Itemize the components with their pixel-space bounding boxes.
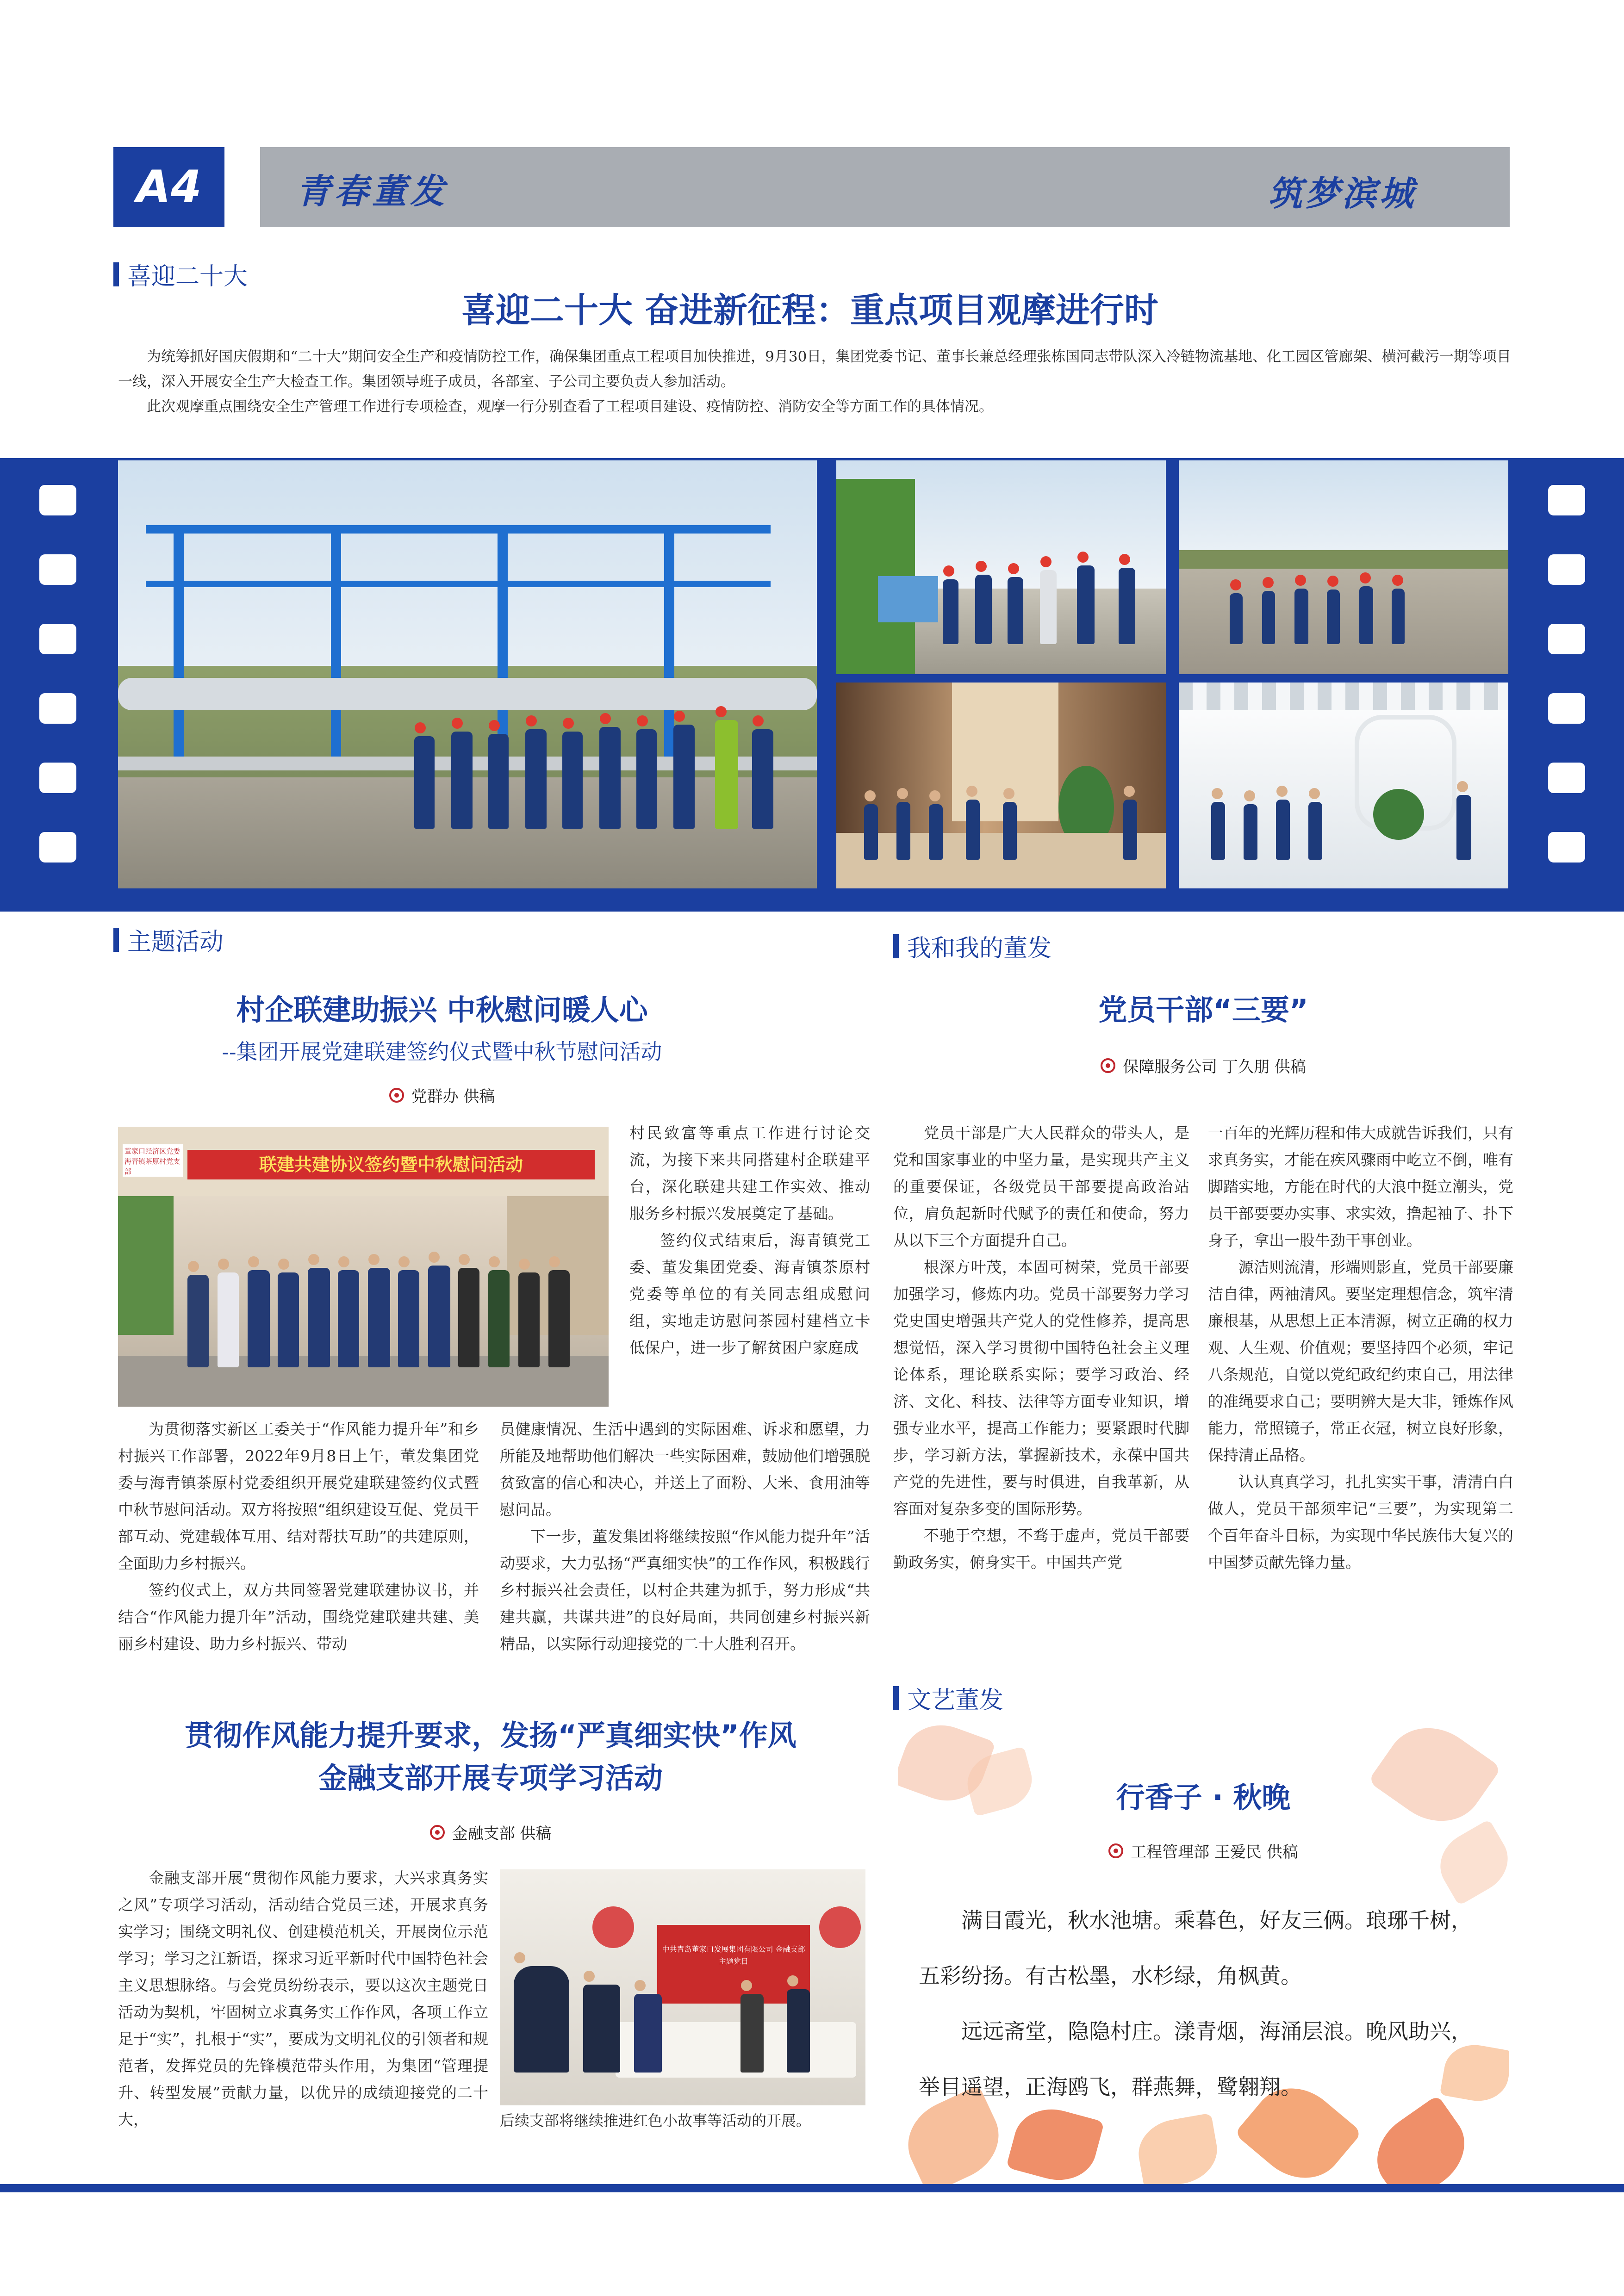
byline-bullet-icon (1108, 1843, 1123, 1858)
theme-title: 村企联建助振兴 中秋慰问暖人心 (236, 993, 648, 1027)
film-hole (1548, 485, 1585, 515)
party-paragraph: 根深方叶茂，本固可树荣，党员干部要加强学习，修炼内功。党员干部要努力学习党史国史增强共产党人的党性修养，提高思想觉悟，深入学习贯彻中国特色社会主义理论体系，理论联系实际；要学习政治、经济、文化、科技、法律等方面专业知识，增强专业水平，提高工作能力；要紧跟时代脚步，学习新方法，掌握新技术，永葆中国共产党的先进性，要与时俱进，自我革新，从容面对复杂多变的国际形势。 (893, 1258, 1189, 1518)
section-label-theme (113, 922, 224, 957)
signing-banner: 联建共建协议签约暨中秋慰问活动 (187, 1150, 595, 1179)
meeting-screen: 中共青岛董家口发展集团有限公司 金融支部主题党日 (657, 1925, 810, 2004)
brand-title: 筑梦滨城 (1268, 174, 1416, 214)
finance-title (116, 1714, 865, 1800)
theme-paragraph: 下一步，董发集团将继续按照“作风能力提升年”活动要求，大力弘扬“严真细实快”的工作作风，积极践行乡村振兴社会责任，以村企共建为抓手，努力形成“共建共赢，共谋共进”的良好局面，共同创建乡村振兴新精品，以实际行动迎接党的二十大胜利召开。 (500, 1527, 870, 1653)
section-marker (113, 262, 119, 286)
poem-title: 行香子 · 秋晚 (1116, 1781, 1291, 1814)
film-hole (1548, 624, 1585, 654)
photo-site-briefing (836, 460, 1166, 674)
poem-byline (898, 1839, 1509, 1862)
party-col-2 (1208, 1120, 1513, 1576)
film-hole (39, 624, 76, 654)
finance-body (118, 1865, 488, 2133)
lead-body (118, 344, 1511, 419)
film-hole (39, 693, 76, 724)
poem-line: 举目遥望，正海鸥飞，群燕舞，鹭翱翔。 (919, 2074, 1302, 2099)
film-hole (1548, 763, 1585, 793)
section-label-text: 我和我的董发 (907, 935, 1052, 962)
photo-study-meeting (500, 1869, 865, 2105)
section-label-text: 喜迎二十大 (127, 263, 248, 291)
finance-caption: 后续支部将继续推进红色小故事等活动的开展。 (500, 2112, 811, 2129)
finance-title-line-2: 金融支部开展专项学习活动 (318, 1761, 663, 1795)
lead-title: 喜迎二十大 奋进新征程：重点项目观摩进行时 (461, 291, 1158, 330)
party-paragraph: 一百年的光辉历程和伟大成就告诉我们，只有求真务实，才能在疾风骤雨中屹立不倒，唯有脚踏实地，方能在时代的大浪中挺立潮头，党员干部要要办实事、求实效，撸起袖子、扑下身子，拿出一股牛劲干事创业。 (1208, 1124, 1513, 1249)
poem-line: 五彩纷扬。有古松墨，水杉绿，角枫黄。 (919, 1963, 1302, 1988)
poem-body (919, 1893, 1497, 2115)
section-label-party (893, 929, 1052, 963)
party-col-1 (893, 1120, 1189, 1576)
section-label-text: 文艺董发 (907, 1687, 1004, 1714)
theme-right-col (629, 1120, 870, 1361)
byline-bullet-icon (1101, 1058, 1115, 1073)
banner-side-text: 董家口经济区党委 海青镇茶原村党支部 (123, 1144, 183, 1177)
photo-construction-walk (1179, 460, 1508, 674)
party-paragraph: 不驰于空想，不骛于虚声，党员干部要勤政务实，俯身实干。中国共产党 (893, 1527, 1189, 1571)
section-marker (893, 1686, 899, 1710)
theme-paragraph: 为贯彻落实新区工委关于“作风能力提升年”和乡村振兴工作部署，2022年9月8日上午，董发集团党委与海青镇茶原村党委组织开展党建联建签约仪式暨中秋节慰问活动。双方将按照“组织建设互促、党员干部互动、党建载体互用、结对帮扶互助”的共建原则，全面助力乡村振兴。 (118, 1420, 479, 1572)
film-hole (39, 763, 76, 793)
poem-line: 远远斋堂，隐隐村庄。漾青烟，海涌层浪。晚风助兴， (961, 2019, 1472, 2044)
byline-text: 金融支部 供稿 (452, 1824, 552, 1843)
finance-byline (116, 1821, 865, 1843)
film-hole (39, 485, 76, 515)
section-marker (893, 934, 899, 958)
byline-text: 工程管理部 王爱民 供稿 (1131, 1843, 1298, 1862)
maple-leaf-icon (1133, 2113, 1222, 2184)
film-hole (39, 554, 76, 585)
section-marker (113, 928, 119, 952)
footer-rule (0, 2184, 1624, 2192)
film-hole (39, 832, 76, 863)
photo-pipeline-inspection (118, 460, 817, 888)
lead-para-1: 为统筹抓好国庆假期和“二十大”期间安全生产和疫情防控工作，确保集团重点工程项目加快推进，9月30日，集团党委书记、董事长兼总经理张栋国同志带队深入冷链物流基地、化工园区管廊架、横河截污一期等项目一线，深入开展安全生产大检查工作。集团领导班子成员，各部室、子公司主要负责人参加活动。 (118, 348, 1511, 390)
theme-paragraph: 村民致富等重点工作进行讨论交流，为接下来共同搭建村企联建平台，深化联建共建工作实效、推动服务乡村振兴发展奠定了基础。 (629, 1124, 870, 1222)
finance-paragraph: 金融支部开展“贯彻作风能力要求，大兴求真务实之风”专项学习活动，活动结合党员三述，开展求真务实学习；围绕文明礼仪、创建模范机关，开展岗位示范学习；学习之江新语，探求习近平新时代中国特色社会主义思想脉络。与会党员纷纷表示，要以这次主题党日活动为契机，牢固树立求真务实工作作风，各项工作立足于“实”，扎根于“实”，要成为文明礼仪的引领者和规范者，发挥党员的先锋模范带头作用，为集团“管理提升、转型发展”贡献力量，以优异的成绩迎接党的二十大， (118, 1869, 488, 2128)
theme-byline (116, 1084, 768, 1106)
theme-mid-col (500, 1416, 870, 1657)
section-label-text: 主题活动 (127, 928, 224, 956)
party-paragraph: 认认真真学习，扎扎实实干事，清清白白做人，党员干部须牢记“三要”，为实现第二个百年奋斗目标，为实现中华民族伟大复兴的中国梦贡献先锋力量。 (1208, 1473, 1513, 1571)
film-hole (1548, 693, 1585, 724)
photo-signing-group (118, 1127, 609, 1407)
party-title: 党员干部“三要” (1098, 993, 1308, 1027)
film-hole (1548, 554, 1585, 585)
byline-text: 党群办 供稿 (411, 1087, 495, 1106)
column-name: 青春董发 (296, 172, 448, 211)
photo-lobby-visit (836, 683, 1166, 888)
party-paragraph: 党员干部是广大人民群众的带头人，是党和国家事业的中坚力量，是实现共产主义的重要保证，各级党员干部要提高政治站位，肩负起新时代赋予的责任和使命，努力从以下三个方面提升自己。 (893, 1124, 1189, 1249)
party-byline (893, 1054, 1513, 1077)
byline-text: 保障服务公司 丁久朋 供稿 (1123, 1058, 1306, 1076)
theme-paragraph: 签约仪式结束后，海青镇党工委、董发集团党委、海青镇茶原村党委等单位的有关同志组成慰问组，实地走访慰问茶园村建档立卡低保户，进一步了解贫困户家庭成 (629, 1231, 870, 1357)
section-label-poem (893, 1681, 1003, 1715)
theme-paragraph: 员健康情况、生活中遇到的实际困难、诉求和愿望，力所能及地帮助他们解决一些实际困难，鼓励他们增强脱贫致富的信心和决心，并送上了面粉、大米、食用油等慰问品。 (500, 1420, 870, 1519)
lead-para-2: 此次观摩重点围绕安全生产管理工作进行专项检查，观摩一行分别查看了工程项目建设、疫情防控、消防安全等方面工作的具体情况。 (147, 398, 993, 415)
theme-subtitle: --集团开展党建联建签约仪式暨中秋节慰问活动 (222, 1039, 662, 1064)
page-number: A4 (113, 147, 224, 227)
theme-paragraph: 签约仪式上，双方共同签署党建联建协议书，并结合“作风能力提升年”活动，围绕党建联建共建、美丽乡村建设、助力乡村振兴、带动 (118, 1581, 479, 1653)
photo-exhibition-hall (1179, 683, 1508, 888)
poem-line: 满目霞光，秋水池塘。乘暮色，好友三俩。琅琊千树， (961, 1908, 1472, 1933)
party-paragraph: 源洁则流清，形端则影直，党员干部要廉洁自律，两袖清风。要坚定理想信念，筑牢清廉根基，从思想上正本清源，树立正确的权力观、人生观、价值观；要坚持四个必须，牢记八条规范，自觉以党纪政纪约束自己，用法律的准绳要求自己；要明辨大是大非，锤炼作风能力，常照镜子，常正衣冠，树立良好形象，保持清正品格。 (1208, 1258, 1513, 1464)
theme-left-col (118, 1416, 479, 1657)
film-hole (1548, 832, 1585, 863)
byline-bullet-icon (430, 1825, 445, 1840)
byline-bullet-icon (389, 1088, 404, 1103)
finance-title-line-1: 贯彻作风能力提升要求，发扬“严真细实快”作风 (185, 1719, 796, 1752)
